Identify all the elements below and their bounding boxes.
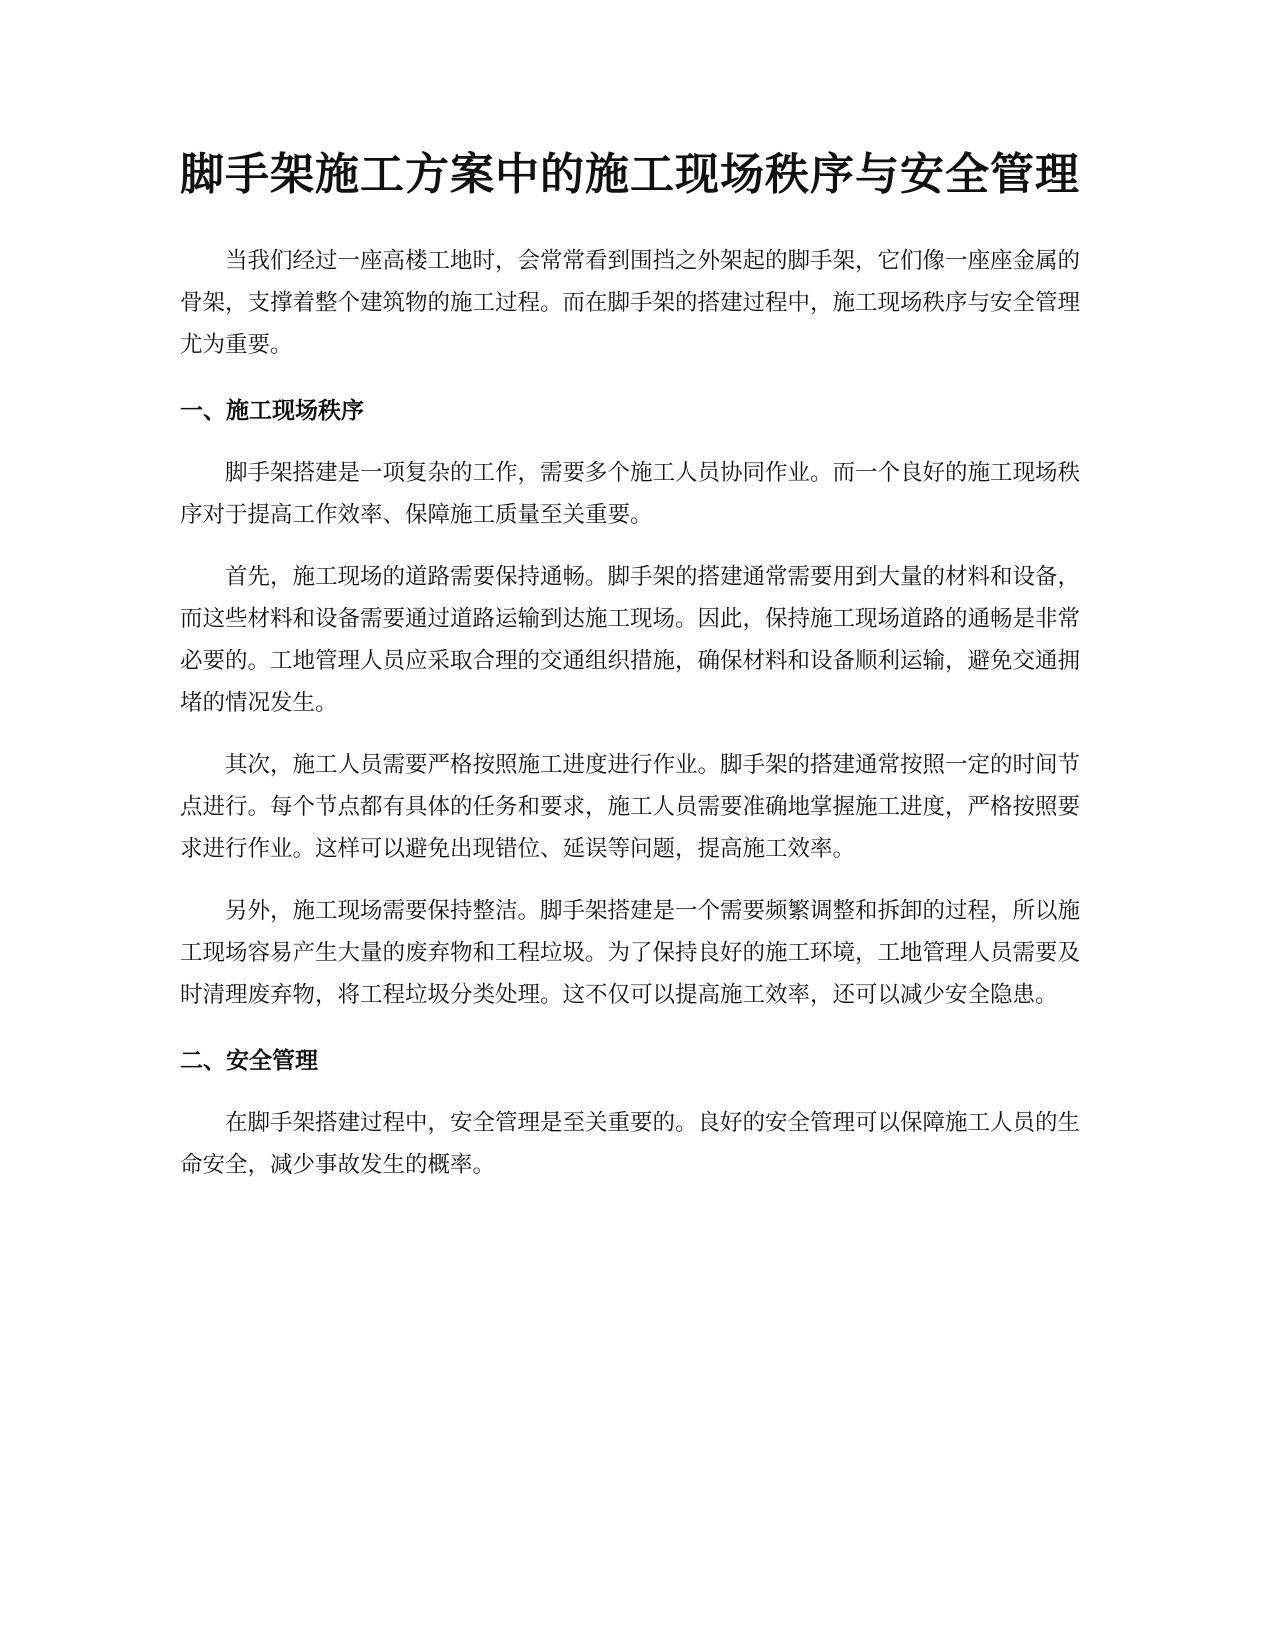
intro-paragraph: 当我们经过一座高楼工地时，会常常看到围挡之外架起的脚手架，它们像一座座金属的骨架，支撑着整个建筑物的施工过程。而在脚手架的搭建过程中，施工现场秩序与安全管理尤为重要。	[180, 248, 1081, 358]
section-1-paragraph-4: 另外，施工现场需要保持整洁。脚手架搭建是一个需要频繁调整和拆卸的过程，所以施工现场容易产生大量的废弃物和工程垃圾。为了保持良好的施工环境，工地管理人员需要及时清理废弃物，将工程垃圾分类处理。这不仅可以提高施工效率，还可以减少安全隐患。	[180, 898, 1081, 1008]
section-1-paragraph-1: 脚手架搭建是一项复杂的工作，需要多个施工人员协同作业。而一个良好的施工现场秩序对于提高工作效率、保障施工质量至关重要。	[180, 460, 1081, 528]
section-2-paragraph-1: 在脚手架搭建过程中，安全管理是至关重要的。良好的安全管理可以保障施工人员的生命安全，减少事故发生的概率。	[180, 1110, 1081, 1178]
section-1-paragraph-2: 首先，施工现场的道路需要保持通畅。脚手架的搭建通常需要用到大量的材料和设备，而这些材料和设备需要通过道路运输到达施工现场。因此，保持施工现场道路的通畅是非常必要的。工地管理人员应采取合理的交通组织措施，确保材料和设备顺利运输，避免交通拥堵的情况发生。	[180, 564, 1081, 716]
document-page	[180, 140, 1080, 1206]
section-1-paragraph-3: 其次，施工人员需要严格按照施工进度进行作业。脚手架的搭建通常按照一定的时间节点进行。每个节点都有具体的任务和要求，施工人员需要准确地掌握施工进度，严格按照要求进行作业。这样可以避免出现错位、延误等问题，提高施工效率。	[180, 752, 1081, 862]
section-heading-order: 一、施工现场秩序	[180, 398, 364, 424]
document-title: 脚手架施工方案中的施工现场秩序与安全管理	[180, 149, 1080, 200]
section-heading-safety: 二、安全管理	[180, 1048, 318, 1074]
